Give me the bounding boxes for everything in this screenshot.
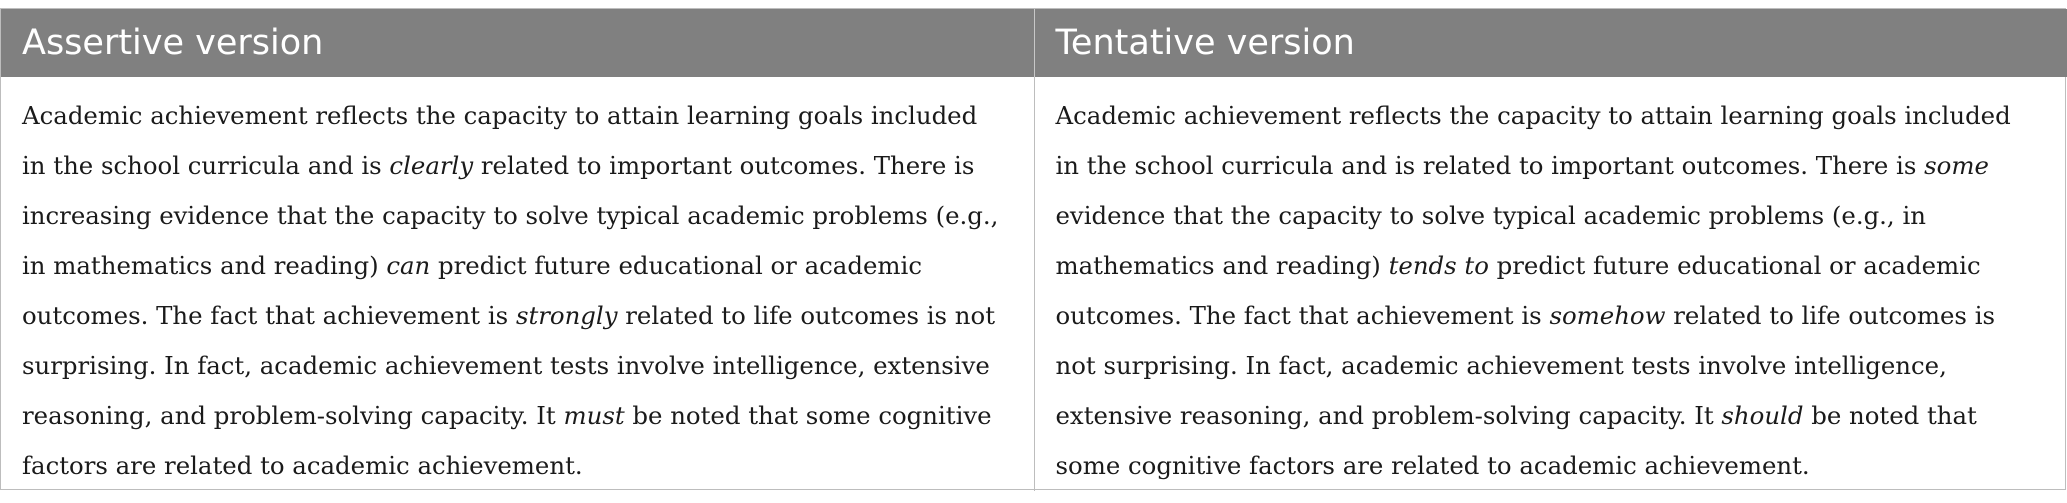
tentative-text-5: be noted that some cognitive factors are related to academic achievement. <box>1055 401 1977 480</box>
tentative-text-4: related to life outcomes is not surprising. In fact, academic achievement tests involve intelligence, extensive reasoning, and problem-solving capacity. It <box>1055 301 1996 430</box>
assertive-text-2: related to important outcomes. There is increasing evidence that the capacity to solve typical academic problems (e.g., in mathematics and reading) <box>22 151 999 280</box>
assertive-emphasis-2: can <box>386 251 431 280</box>
assertive-emphasis-3: strongly <box>515 301 618 330</box>
header-tentative: Tentative version <box>1034 9 2067 77</box>
assertive-cell <box>1 77 1034 491</box>
tentative-emphasis-3: somehow <box>1549 301 1666 330</box>
assertive-text-1: Academic achievement reflects the capacity to attain learning goals included in the school curricula and is <box>22 101 978 180</box>
header-assertive: Assertive version <box>1 9 1034 77</box>
header-row <box>1 9 2067 77</box>
tentative-cell <box>1034 77 2067 491</box>
assertive-text-3: predict future educational or academic outcomes. The fact that achievement is <box>22 251 922 330</box>
comparison-table-container <box>0 8 2066 490</box>
assertive-emphasis-4: must <box>563 401 625 430</box>
tentative-text-2: evidence that the capacity to solve typical academic problems (e.g., in mathematics and reading) <box>1055 201 1926 280</box>
tentative-emphasis-2: tends to <box>1388 251 1489 280</box>
assertive-emphasis-1: clearly <box>389 151 474 180</box>
tentative-emphasis-4: should <box>1721 401 1804 430</box>
assertive-text-5: be noted that some cognitive factors are related to academic achievement. <box>22 401 992 480</box>
tentative-text-1: Academic achievement reflects the capacity to attain learning goals included in the school curricula and is related to important outcomes. There is <box>1055 101 2011 180</box>
tentative-emphasis-1: some <box>1924 151 1989 180</box>
tentative-text-3: predict future educational or academic outcomes. The fact that achievement is <box>1055 251 1981 330</box>
table-row <box>1 77 2067 491</box>
comparison-table <box>1 9 2067 491</box>
assertive-text-4: related to life outcomes is not surprising. In fact, academic achievement tests involve intelligence, extensive reasoning, and problem-solving capacity. It <box>22 301 995 430</box>
